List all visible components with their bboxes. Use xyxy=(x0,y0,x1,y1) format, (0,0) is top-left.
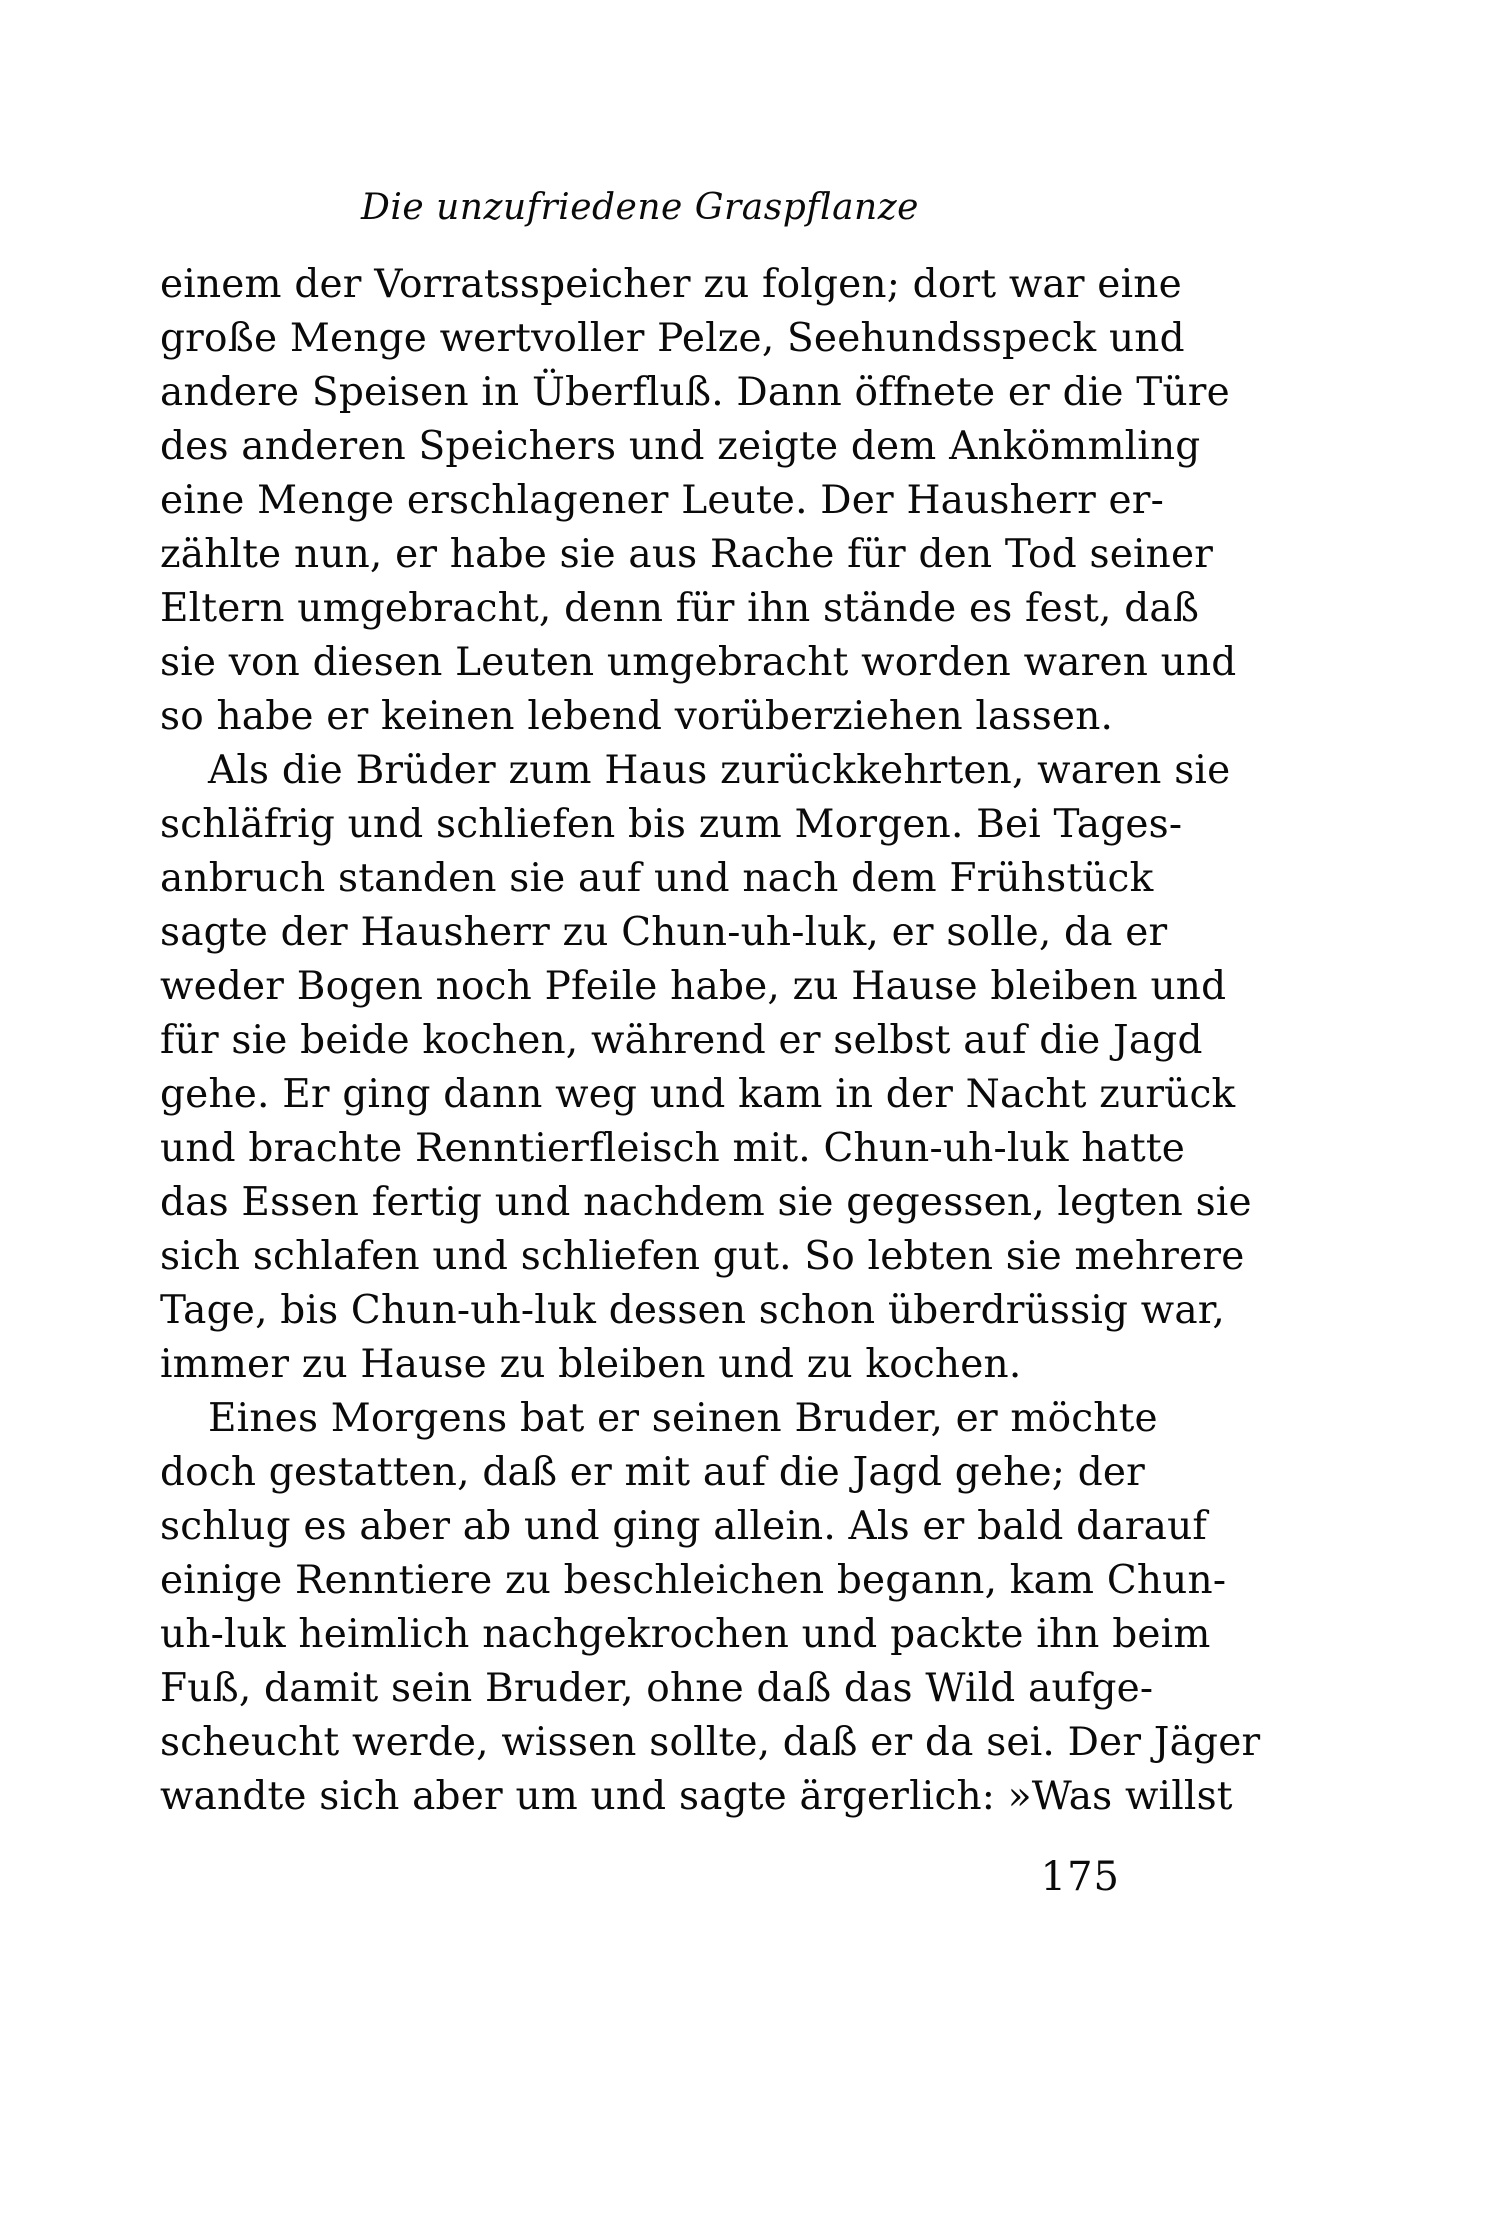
text-line: Als die Brüder zum Haus zurückkehrten, waren sie xyxy=(208,748,1231,793)
text-line: so habe er keinen lebend vorüberziehen lassen. xyxy=(160,694,1114,739)
text-line: uh-luk heimlich nachgekrochen und packte ihn beim xyxy=(160,1612,1211,1657)
text-line: Eltern umgebracht, denn für ihn stände es fest, daß xyxy=(160,586,1200,631)
text-line: schlug es aber ab und ging allein. Als er bald darauf xyxy=(160,1504,1208,1549)
text-line: des anderen Speichers und zeigte dem Ankömmling xyxy=(160,424,1201,469)
text-line: einem der Vorratsspeicher zu folgen; dort war eine xyxy=(160,262,1182,307)
text-line: immer zu Hause zu bleiben und zu kochen. xyxy=(160,1342,1022,1387)
text-line: andere Speisen in Überfluß. Dann öffnete er die Türe xyxy=(160,370,1230,415)
text-line: sie von diesen Leuten umgebracht worden waren und xyxy=(160,640,1237,685)
page-number: 175 xyxy=(1040,1854,1120,1900)
paragraph xyxy=(160,1392,1261,1824)
text-line: sich schlafen und schliefen gut. So lebten sie mehrere xyxy=(160,1234,1245,1279)
text-line: doch gestatten, daß er mit auf die Jagd gehe; der xyxy=(160,1450,1146,1495)
text-line: für sie beide kochen, während er selbst auf die Jagd xyxy=(160,1018,1203,1063)
text-line: gehe. Er ging dann weg und kam in der Nacht zurück xyxy=(160,1072,1236,1117)
text-line: einige Renntiere zu beschleichen begann, kam Chun- xyxy=(160,1558,1227,1603)
text-line: anbruch standen sie auf und nach dem Frühstück xyxy=(160,856,1154,901)
text-line: zählte nun, er habe sie aus Rache für den Tod seiner xyxy=(160,532,1214,577)
paragraph xyxy=(160,258,1237,744)
text-line: weder Bogen noch Pfeile habe, zu Hause bleiben und xyxy=(160,964,1227,1009)
text-line: sagte der Hausherr zu Chun-uh-luk, er solle, da er xyxy=(160,910,1168,955)
text-line: große Menge wertvoller Pelze, Seehundsspeck und xyxy=(160,316,1185,361)
text-line: schläfrig und schliefen bis zum Morgen. Bei Tages- xyxy=(160,802,1183,847)
paragraph xyxy=(160,744,1252,1392)
text-line: Fuß, damit sein Bruder, ohne daß das Wild aufge- xyxy=(160,1666,1154,1711)
running-head: Die unzufriedene Graspflanze xyxy=(361,187,919,228)
text-line: das Essen fertig und nachdem sie gegessen, legten sie xyxy=(160,1180,1252,1225)
text-line: wandte sich aber um und sagte ärgerlich: »Was willst xyxy=(160,1774,1233,1819)
text-line: und brachte Renntierfleisch mit. Chun-uh-luk hatte xyxy=(160,1126,1186,1171)
text-line: eine Menge erschlagener Leute. Der Hausherr er- xyxy=(160,478,1165,523)
text-line: scheucht werde, wissen sollte, daß er da sei. Der Jäger xyxy=(160,1720,1261,1765)
text-line: Eines Morgens bat er seinen Bruder, er möchte xyxy=(208,1396,1158,1441)
body-text xyxy=(160,258,1261,1824)
text-line: Tage, bis Chun-uh-luk dessen schon überdrüssig war, xyxy=(160,1288,1225,1333)
